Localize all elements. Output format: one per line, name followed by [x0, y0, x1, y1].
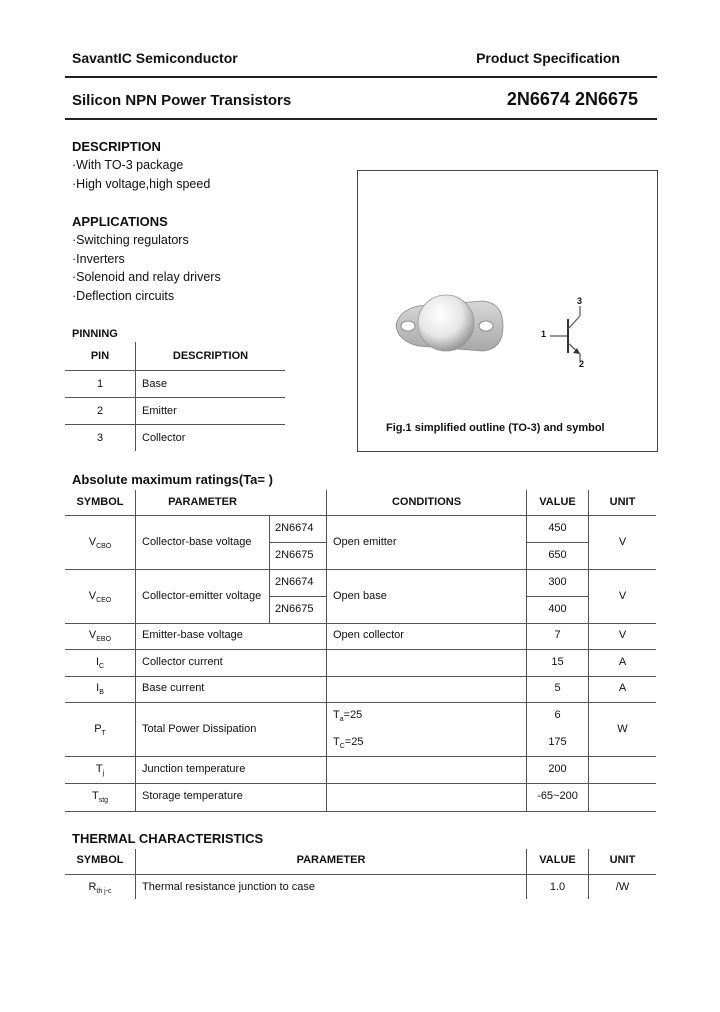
- vebo-symbol: $V_{EBO}$: [88, 629, 112, 644]
- rth-symbol: $R_{th j-c}$: [88, 881, 112, 896]
- vcbo-value1: 450: [548, 522, 567, 534]
- ib-unit: A: [618, 682, 627, 694]
- vceo-symbol: $V_{CEO}$: [88, 590, 112, 605]
- vcbo-condition: Open emitter: [333, 536, 397, 548]
- pt-condition1: $T_a=25$: [333, 709, 363, 724]
- pin-description: Collector: [142, 432, 186, 444]
- vebo-parameter: Emitter-base voltage: [142, 629, 243, 641]
- description-item: ·With TO-3 package: [72, 158, 184, 172]
- ic-value: 15: [551, 656, 564, 668]
- vceo-parameter: Collector-emitter voltage: [142, 590, 262, 602]
- pin-number: 1: [65, 371, 136, 398]
- application-item: ·Solenoid and relay drivers: [72, 270, 221, 284]
- pin-description: Emitter: [142, 405, 177, 417]
- symbol-pin3-label: 3: [577, 296, 583, 306]
- vceo-unit: V: [618, 590, 627, 602]
- description-item: ·High voltage,high speed: [72, 177, 211, 191]
- application-item: ·Deflection circuits: [72, 289, 175, 303]
- ratings-parameter-header: PARAMETER: [168, 496, 237, 508]
- rth-value: 1.0: [549, 881, 566, 893]
- pin-number: 3: [65, 425, 136, 452]
- vebo-condition: Open collector: [333, 629, 404, 641]
- ic-symbol: $I_C$: [95, 656, 105, 671]
- pin-number: 2: [65, 398, 136, 425]
- description-heading: DESCRIPTION: [72, 139, 161, 154]
- pt-unit: W: [617, 723, 628, 735]
- tj-parameter: Junction temperature: [142, 763, 246, 775]
- vcbo-parameter: Collector-base voltage: [142, 536, 252, 548]
- vceo-condition: Open base: [333, 590, 387, 602]
- pin-description: Base: [142, 378, 168, 390]
- ratings-conditions-header: CONDITIONS: [391, 496, 462, 508]
- application-item: ·Inverters: [72, 252, 125, 266]
- tstg-parameter: Storage temperature: [142, 790, 243, 802]
- pt-parameter: Total Power Dissipation: [142, 723, 257, 735]
- spec-label: Product Specification: [476, 50, 620, 66]
- ib-symbol: $I_B$: [96, 682, 104, 697]
- vceo-value2: 400: [548, 603, 567, 615]
- vcbo-symbol: $V_{CBO}$: [88, 536, 112, 551]
- thermal-unit-header: UNIT: [609, 854, 636, 866]
- pt-symbol: $P_T$: [94, 723, 106, 738]
- vcbo-unit: V: [618, 536, 627, 548]
- thermal-value-header: VALUE: [539, 854, 576, 866]
- ib-value: 5: [554, 682, 561, 694]
- vcbo-part1: 2N6674: [275, 522, 314, 534]
- ic-unit: A: [618, 656, 627, 668]
- symbol-pin2-label: 2: [579, 359, 585, 369]
- tstg-symbol: $T_{stg}$: [91, 790, 109, 805]
- ratings-unit-header: UNIT: [609, 496, 636, 508]
- vcbo-part2: 2N6675: [275, 549, 314, 561]
- pt-condition2: $T_C=25$: [333, 736, 364, 751]
- pt-value2: 175: [548, 736, 567, 748]
- symbol-pin1-label: 1: [541, 329, 547, 339]
- rth-unit: /W: [615, 881, 630, 893]
- pinning-heading: PINNING: [72, 328, 118, 340]
- company-name: SavantIC Semiconductor: [72, 50, 238, 66]
- tj-symbol: $T_j$: [95, 763, 105, 778]
- vebo-unit: V: [618, 629, 627, 641]
- thermal-parameter-header: PARAMETER: [296, 854, 366, 866]
- ic-parameter: Collector current: [142, 656, 223, 668]
- document-title: Silicon NPN Power Transistors: [72, 92, 292, 109]
- pt-value1: 6: [554, 709, 561, 721]
- tj-value: 200: [548, 763, 567, 775]
- vcbo-value2: 650: [548, 549, 567, 561]
- pin-col-header: PIN: [65, 342, 136, 371]
- rth-parameter: Thermal resistance junction to case: [142, 881, 316, 893]
- ib-parameter: Base current: [142, 682, 205, 694]
- ratings-heading: Absolute maximum ratings(Ta= ): [72, 472, 273, 487]
- thermal-heading: THERMAL CHARACTERISTICS: [72, 831, 264, 846]
- vceo-part1: 2N6674: [275, 576, 314, 588]
- part-numbers: 2N6674 2N6675: [506, 89, 638, 109]
- vceo-part2: 2N6675: [275, 603, 314, 615]
- figure-caption: Fig.1 simplified outline (TO-3) and symbol: [386, 422, 605, 434]
- ratings-symbol-header: SYMBOL: [76, 496, 124, 508]
- thermal-symbol-header: SYMBOL: [76, 854, 124, 866]
- desc-col-header: DESCRIPTION: [172, 350, 249, 362]
- ratings-value-header: VALUE: [539, 496, 576, 508]
- vebo-value: 7: [554, 629, 561, 641]
- application-item: ·Switching regulators: [72, 233, 189, 247]
- vceo-value1: 300: [548, 576, 567, 588]
- applications-heading: APPLICATIONS: [72, 214, 168, 229]
- tstg-value: -65~200: [537, 790, 578, 802]
